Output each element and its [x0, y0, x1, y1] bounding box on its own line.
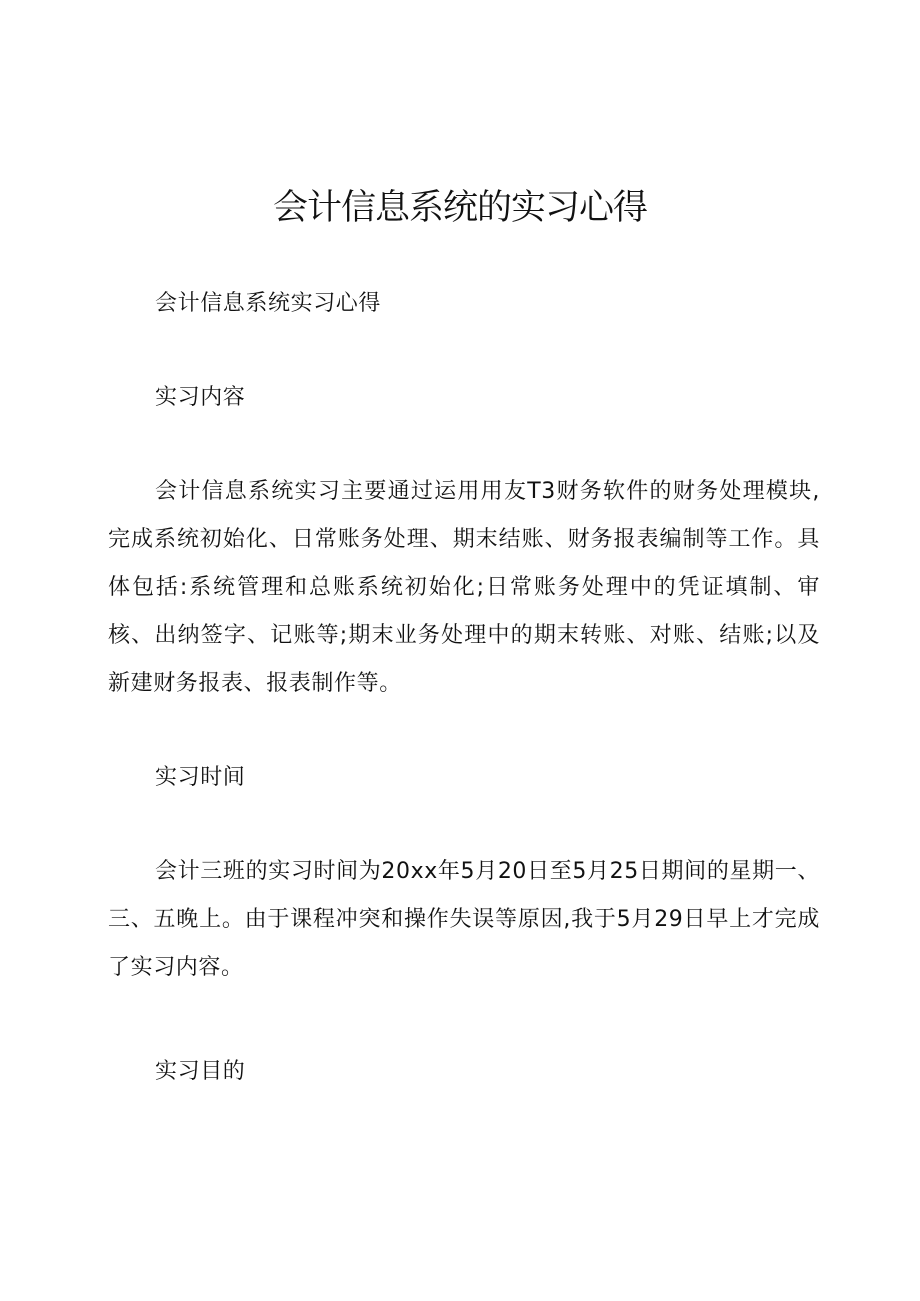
section-heading-content: 实习内容 — [155, 385, 246, 410]
section-body-time: 会计三班的实习时间为20xx年5月20日至5月25日期间的星期一、三、五晚上。由于课程冲突和操作失误等原因,我于5月29日早上才完成了实习内容。 — [108, 859, 820, 980]
document-subtitle: 会计信息系统实习心得 — [155, 291, 382, 316]
section-heading-time: 实习时间 — [155, 765, 246, 790]
document-title: 会计信息系统的实习心得 — [272, 188, 647, 228]
section-heading-purpose: 实习目的 — [155, 1059, 246, 1084]
section-body-content: 会计信息系统实习主要通过运用用友T3财务软件的财务处理模块,完成系统初始化、日常账务处理、期末结账、财务报表编制等工作。具体包括:系统管理和总账系统初始化;日常账务处理中的凭证填制、审核、出纳签字、记账等;期末业务处理中的期末转账、对账、结账;以及新建财务报表、报表制作等。 — [108, 479, 820, 696]
